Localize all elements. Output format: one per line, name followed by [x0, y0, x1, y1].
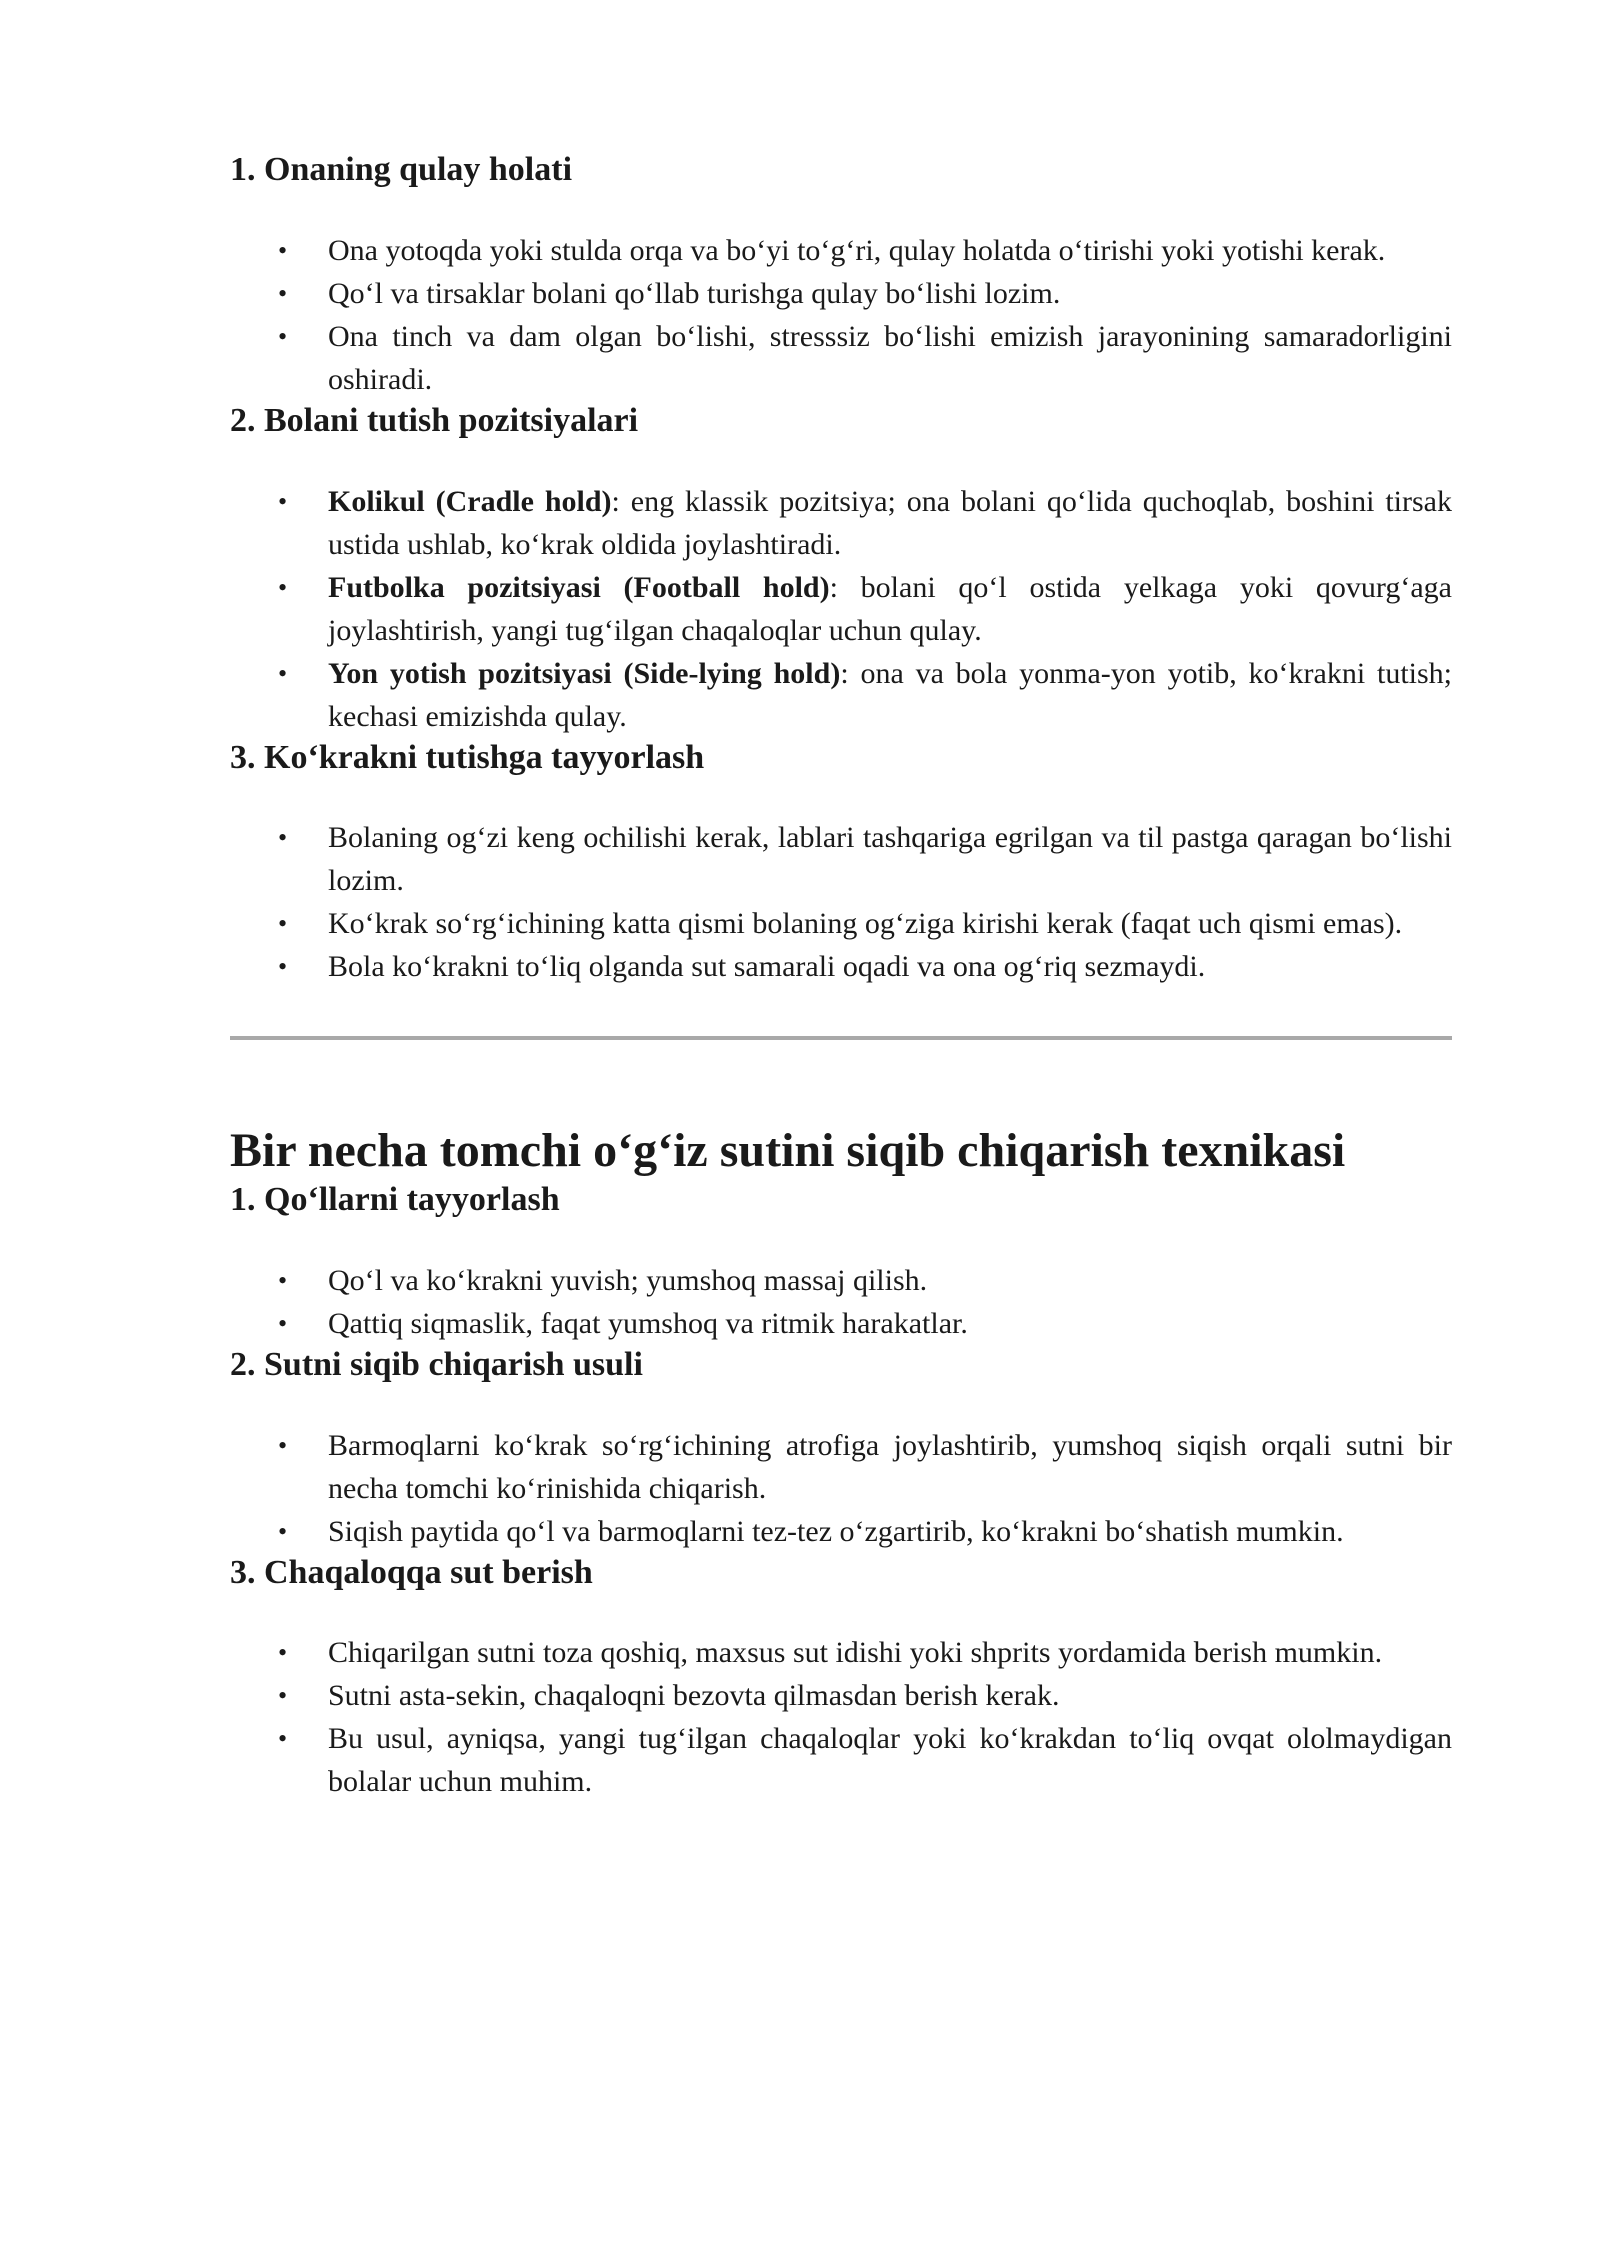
bullet-list: [230, 1259, 1452, 1345]
list-item: [230, 229, 1452, 272]
list-item-text: Ko‘krak so‘rg‘ichining katta qismi bolaning og‘ziga kirishi kerak (faqat uch qismi emas).: [328, 907, 1403, 941]
list-item-text: Bu usul, ayniqsa, yangi tug‘ilgan chaqaloqlar yoki ko‘krakdan to‘liq ovqat ololmaydigan bolalar uchun muhim.: [328, 1722, 1452, 1799]
bullet-list: [230, 229, 1452, 401]
bullet-icon: •: [278, 1308, 288, 1338]
section-heading: 1. Qo‘llarni tayyorlash: [230, 1180, 560, 1218]
list-item-text: : eng klassik pozitsiya; ona bolani qo‘lida quchoqlab, boshini tirsak ustida ushlab, ko‘krak oldida joylashtiradi.: [328, 484, 1452, 561]
horizontal-divider: [230, 1036, 1452, 1040]
section-heading: 3. Ko‘krakni tutishga tayyorlash: [230, 738, 705, 776]
list-item-text: Siqish paytida qo‘l va barmoqlarni tez-tez o‘zgartirib, ko‘krakni bo‘shatish mumkin.: [328, 1514, 1344, 1548]
list-item: [230, 652, 1452, 738]
bullet-icon: •: [278, 1516, 288, 1546]
section-heading: 1. Onaning qulay holati: [230, 151, 573, 188]
list-item: [230, 1717, 1452, 1803]
list-item: [230, 1674, 1452, 1717]
bullet-list: [230, 816, 1452, 988]
bullet-list: [230, 1424, 1452, 1553]
list-item-text: Qo‘l va ko‘krakni yuvish; yumshoq massaj qilish.: [328, 1263, 928, 1297]
section-heading: 2. Bolani tutish pozitsiyalari: [230, 401, 639, 439]
bullet-icon: •: [278, 486, 288, 516]
list-item: [230, 1510, 1452, 1553]
bullet-icon: •: [278, 1724, 288, 1754]
list-item: [230, 902, 1452, 945]
list-item-text: Bolaning og‘zi keng ochilishi kerak, lablari tashqariga egrilgan va til pastga qaragan bo‘lishi lozim.: [328, 821, 1452, 898]
bullet-icon: •: [278, 1265, 288, 1295]
list-item-term: Kolikul (Cradle hold): [328, 484, 612, 518]
list-item: [230, 1259, 1452, 1302]
bullet-icon: •: [278, 572, 288, 602]
bullet-icon: •: [278, 952, 288, 982]
section-heading: 3. Chaqaloqqa sut berish: [230, 1553, 593, 1591]
bullet-icon: •: [278, 658, 288, 688]
bullet-list: [230, 480, 1452, 738]
list-item: [230, 480, 1452, 566]
list-item: [230, 1302, 1452, 1345]
list-item-text: : ona va bola yonma-yon yotib, ko‘krakni tutish; kechasi emizishda qulay.: [328, 656, 1452, 733]
bullet-icon: •: [278, 823, 288, 853]
list-item: [230, 1631, 1452, 1674]
bullet-icon: •: [278, 1681, 288, 1711]
list-item: [230, 945, 1452, 988]
list-item-term: Yon yotish pozitsiyasi (Side-lying hold): [328, 656, 841, 690]
list-item-term: Futbolka pozitsiyasi (Football hold): [328, 570, 830, 604]
list-item-text: Sutni asta-sekin, chaqaloqni bezovta qilmasdan berish kerak.: [328, 1679, 1060, 1713]
list-item-text: Barmoqlarni ko‘krak so‘rg‘ichining atrofiga joylashtirib, yumshoq siqish orqali sutni bir necha tomchi ko‘rinishida chiqarish.: [328, 1428, 1452, 1505]
list-item: [230, 816, 1452, 902]
list-item-text: : bolani qo‘l ostida yelkaga yoki qovurg‘aga joylashtirish, yangi tug‘ilgan chaqaloqlar uchun qulay.: [328, 570, 1452, 647]
bullet-list: [230, 1631, 1452, 1803]
bullet-icon: •: [278, 278, 288, 308]
section-heading: 2. Sutni siqib chiqarish usuli: [230, 1345, 643, 1383]
list-item-text: Ona yotoqda yoki stulda orqa va bo‘yi to‘g‘ri, qulay holatda o‘tirishi yoki yotishi kerak.: [328, 233, 1386, 267]
list-item: [230, 1424, 1452, 1510]
list-item: [230, 315, 1452, 401]
list-item-text: Bola ko‘krakni to‘liq olganda sut samarali oqadi va ona og‘riq sezmaydi.: [328, 950, 1206, 984]
list-item-text: Chiqarilgan sutni toza qoshiq, maxsus sut idishi yoki shprits yordamida berish mumkin.: [328, 1636, 1383, 1670]
bullet-icon: •: [278, 235, 288, 265]
bullet-icon: •: [278, 321, 288, 351]
bullet-icon: •: [278, 1638, 288, 1668]
list-item: [230, 272, 1452, 315]
bullet-icon: •: [278, 909, 288, 939]
list-item-text: Qattiq siqmaslik, faqat yumshoq va ritmik harakatlar.: [328, 1306, 968, 1340]
document-content: [230, 150, 1452, 1803]
list-item-text: Ona tinch va dam olgan bo‘lishi, stresssiz bo‘lishi emizish jarayonining samaradorligini oshiradi.: [328, 319, 1452, 396]
bullet-icon: •: [278, 1430, 288, 1460]
list-item-text: Qo‘l va tirsaklar bolani qo‘llab turishga qulay bo‘lishi lozim.: [328, 276, 1061, 310]
document-title: Bir necha tomchi o‘g‘iz sutini siqib chiqarish texnikasi: [230, 1124, 1346, 1178]
list-item: [230, 566, 1452, 652]
